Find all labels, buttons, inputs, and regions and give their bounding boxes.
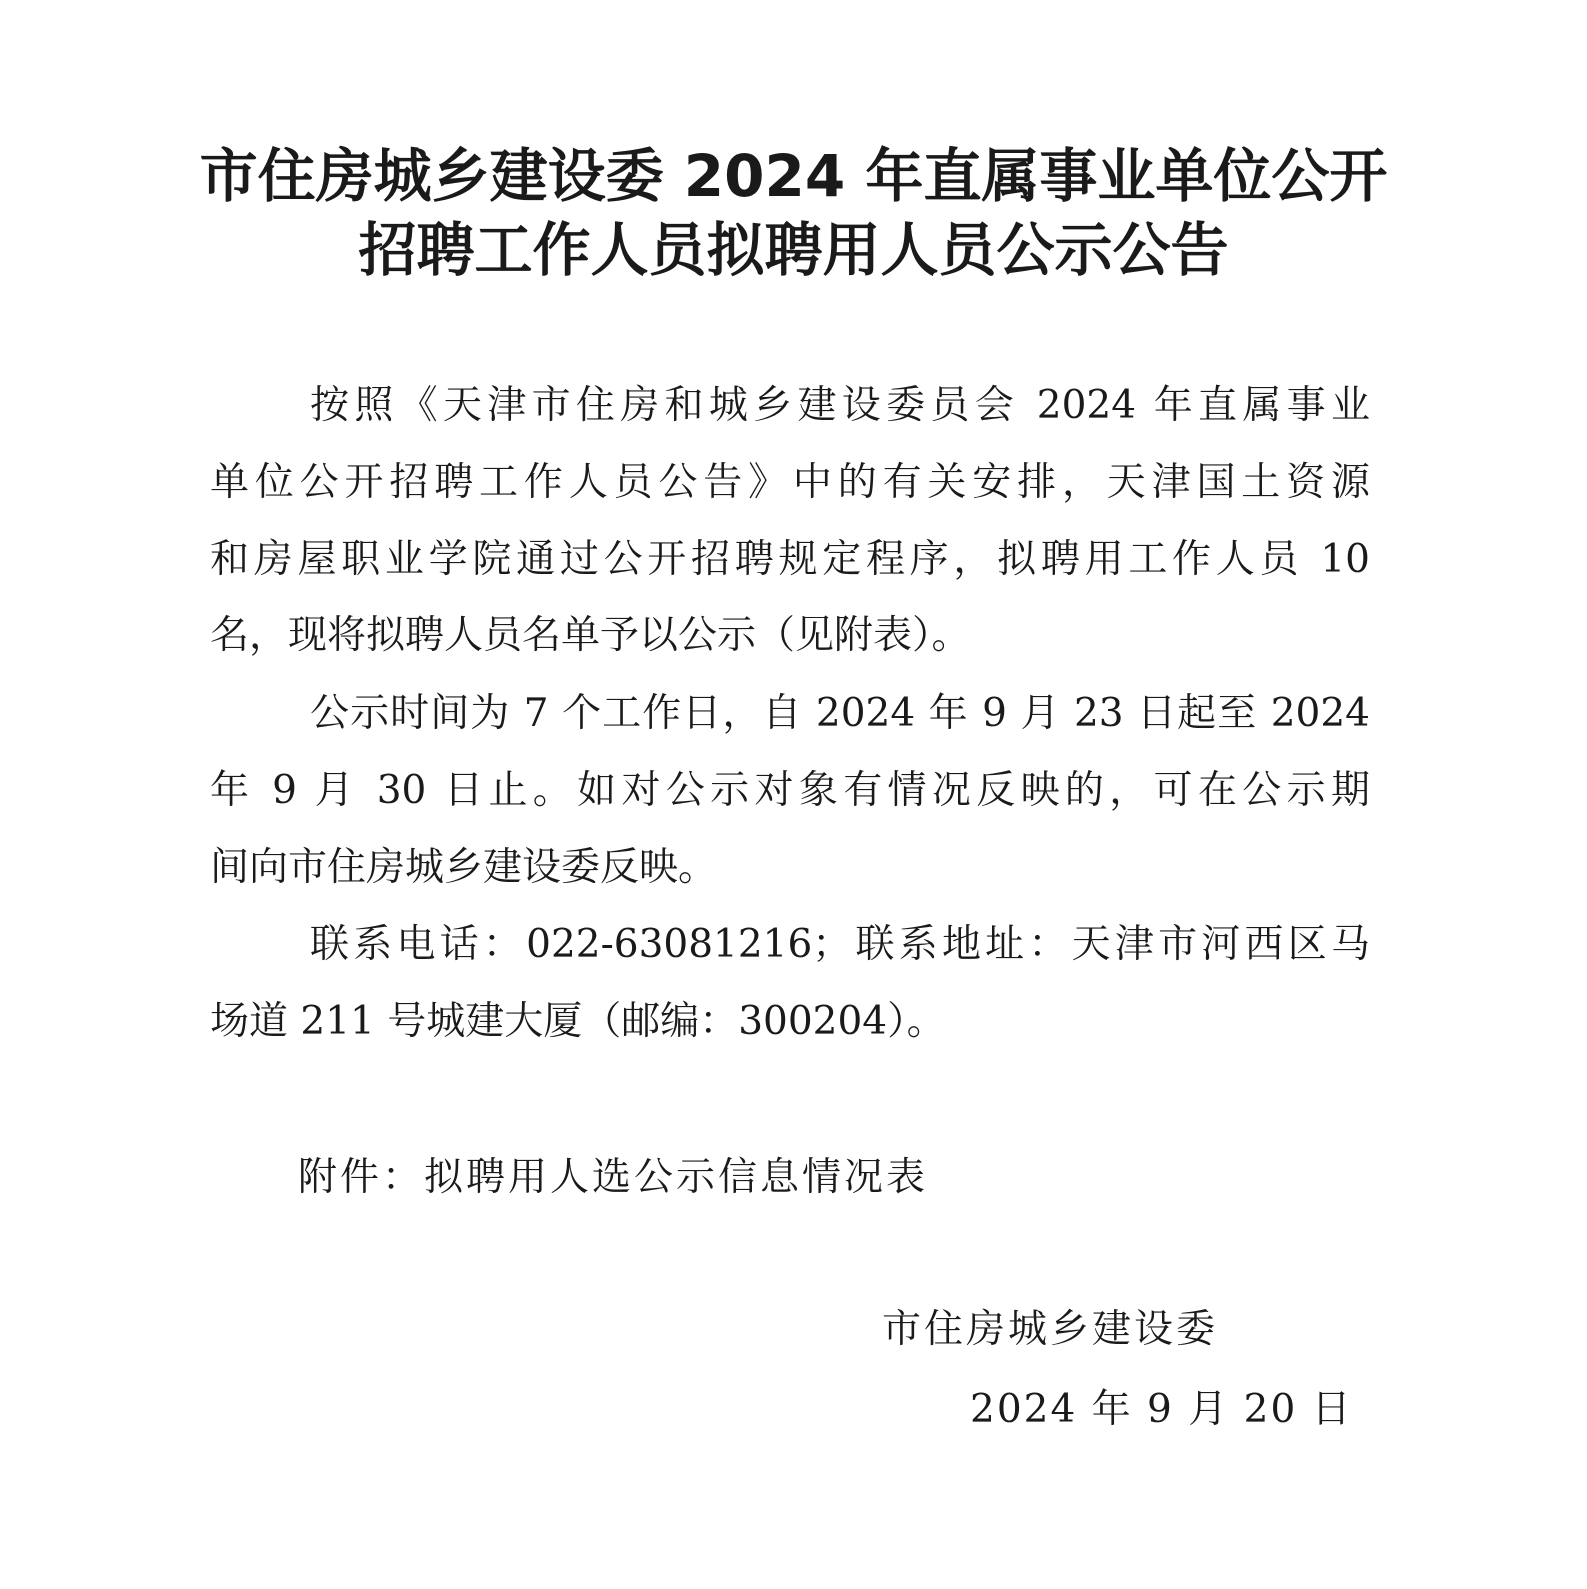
paragraph-2-line-1: 公示时间为 7 个工作日，自 2024 年 9 月 23 日起至 2024 [310, 691, 1370, 736]
paragraph-1-line-3: 和房屋职业学院通过公开招聘规定程序，拟聘用工作人员 10 [210, 537, 1370, 582]
paragraph-1-line-1: 按照《天津市住房和城乡建设委员会 2024 年直属事业 [310, 383, 1370, 428]
paragraph-2-line-2: 年 9 月 30 日止。如对公示对象有情况反映的，可在公示期 [210, 768, 1370, 813]
paragraph-3-line-2: 场道 211 号城建大厦（邮编：300204）。 [210, 999, 946, 1044]
signature-date: 2024 年 9 月 20 日 [970, 1387, 1353, 1432]
document-title-line-1: 市住房城乡建设委 2024 年直属事业单位公开 [199, 142, 1388, 210]
paragraph-2-line-3: 间向市住房城乡建设委反映。 [210, 845, 718, 890]
paragraph-3-line-1: 联系电话：022-63081216；联系地址：天津市河西区马 [310, 922, 1370, 967]
document-title-line-2: 招聘工作人员拟聘用人员公示公告 [358, 216, 1229, 284]
attachment-note: 附件：拟聘用人选公示信息情况表 [298, 1155, 929, 1200]
paragraph-1-line-4: 名，现将拟聘人员名单予以公示（见附表）。 [210, 613, 971, 658]
paragraph-1-line-2: 单位公开招聘工作人员公告》中的有关安排，天津国土资源 [210, 460, 1370, 505]
signature-organization: 市住房城乡建设委 [882, 1307, 1219, 1352]
